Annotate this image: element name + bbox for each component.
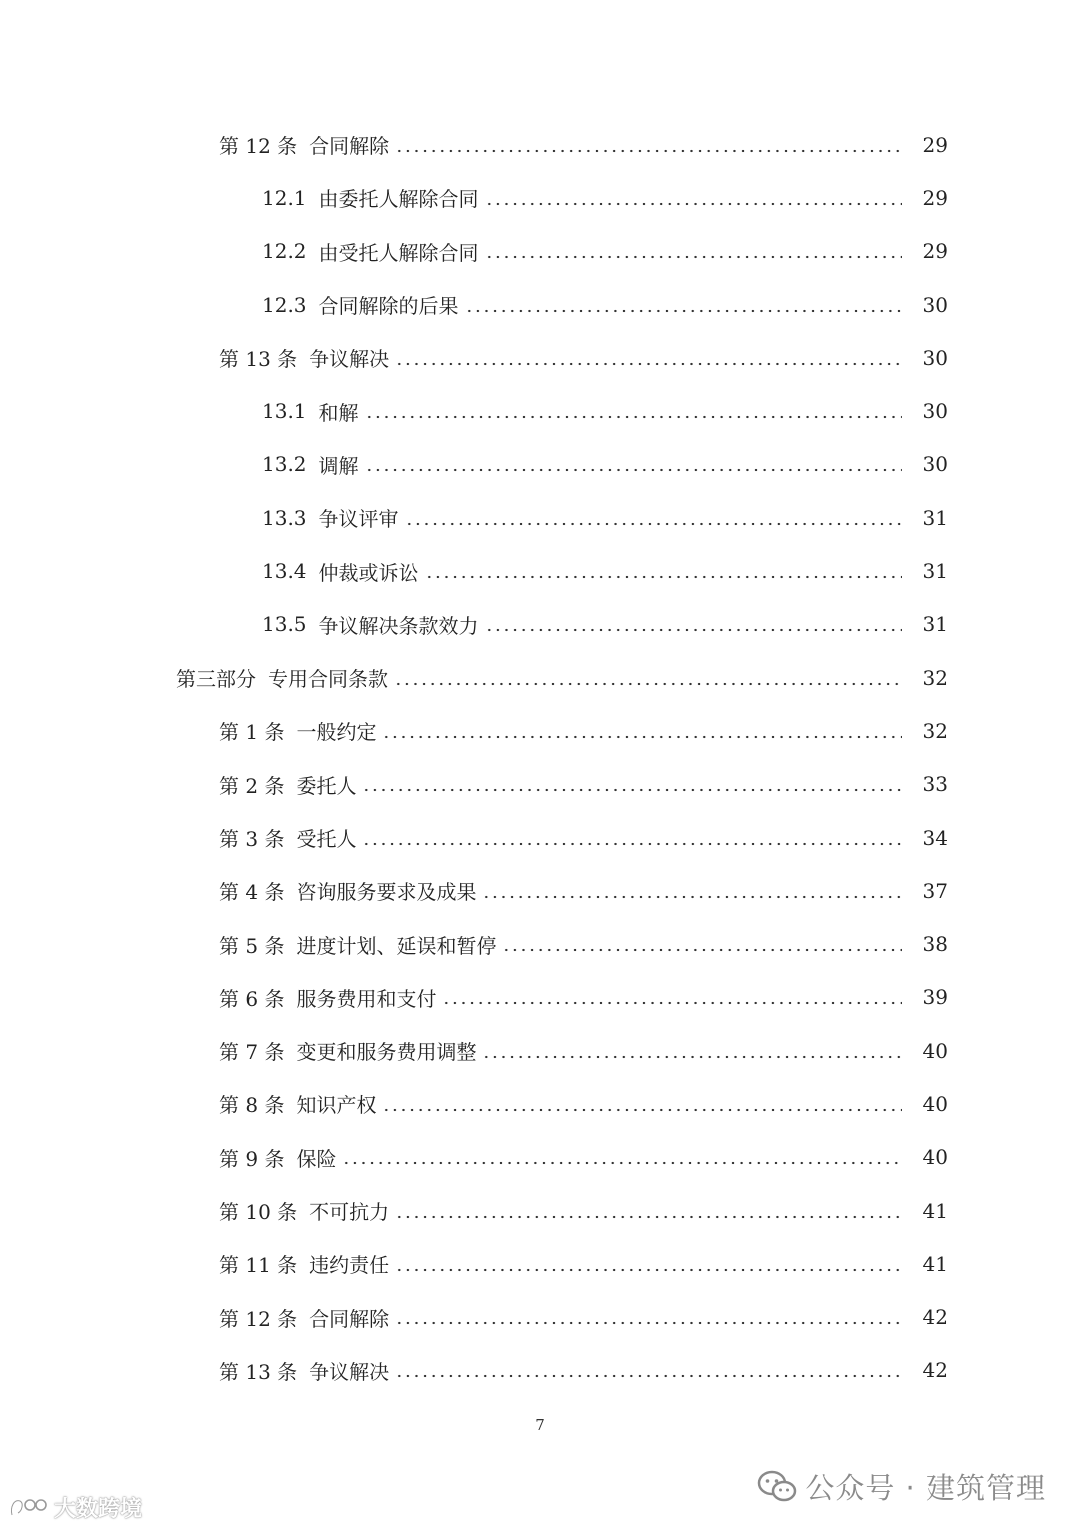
toc-entry-page: 29: [922, 132, 948, 157]
toc-entry: [0, 438, 1080, 491]
toc-entry: [0, 1237, 1080, 1290]
toc-entry: [0, 598, 1080, 651]
toc-entry-title: 服务费用和支付: [296, 986, 437, 1011]
toc-entry: [0, 704, 1080, 757]
toc-entry: [0, 491, 1080, 544]
toc-entry: [0, 225, 1080, 278]
toc-dot-leader: [394, 682, 902, 686]
watermark-brand: [8, 1492, 142, 1523]
toc-dot-leader: [362, 788, 902, 792]
toc-dot-leader: [482, 1055, 902, 1059]
toc-entry-title: 知识产权: [296, 1093, 377, 1118]
watermark-wechat: [757, 1466, 1046, 1507]
toc-entry-title: 进度计划、延误和暂停: [296, 933, 497, 958]
toc-dot-leader: [342, 1161, 902, 1165]
toc-entry-title: 咨询服务要求及成果: [296, 880, 477, 905]
toc-dot-leader: [395, 362, 902, 366]
toc-dot-leader: [382, 1108, 902, 1112]
toc-entry-title: 和解: [318, 400, 359, 425]
toc-entry-number: 第 4 条: [219, 880, 285, 905]
toc-entry-number: 12.3: [262, 292, 307, 317]
toc-entry: [0, 651, 1080, 704]
toc-entry-number: 第 12 条: [219, 134, 298, 159]
toc-entry-number: 第 1 条: [219, 720, 285, 745]
toc-dot-leader: [395, 149, 902, 153]
toc-dot-leader: [482, 895, 902, 899]
toc-entry: [0, 384, 1080, 437]
toc-dot-leader: [502, 948, 902, 952]
toc-entry-title: 调解: [318, 453, 359, 478]
toc-entry: [0, 1344, 1080, 1397]
toc-entry: [0, 917, 1080, 970]
toc-dot-leader: [442, 1001, 902, 1005]
toc-entry-title: 合同解除: [309, 134, 390, 159]
toc-entry-number: 第 12 条: [219, 1306, 298, 1331]
toc-entry-number: 第 11 条: [219, 1253, 298, 1278]
toc-entry-page: 30: [922, 292, 948, 317]
toc-entry-title: 争议评审: [318, 507, 399, 532]
toc-entry-page: 29: [922, 185, 948, 210]
toc-entry-number: 第 3 条: [219, 827, 285, 851]
toc-entry-page: 42: [922, 1358, 948, 1383]
toc-entry-page: 33: [922, 772, 948, 797]
toc-entry-page: 32: [922, 665, 948, 690]
toc-entry-number: 第 2 条: [219, 773, 285, 798]
page-number: 7: [535, 1416, 545, 1434]
toc-entry-page: 31: [922, 559, 948, 584]
toc-dot-leader: [395, 1321, 902, 1325]
toc-entry: [0, 1291, 1080, 1344]
toc-entry-page: 41: [922, 1251, 948, 1276]
toc-entry-title: 变更和服务费用调整: [296, 1040, 477, 1065]
toc-entry-number: 第 8 条: [219, 1093, 285, 1118]
toc-entry: [0, 118, 1080, 171]
toc-entry-number: 第 13 条: [219, 1359, 298, 1384]
toc-dot-leader: [365, 415, 902, 419]
toc-entry-page: 38: [922, 932, 948, 957]
toc-dot-leader: [395, 1268, 902, 1272]
toc-dot-leader: [485, 628, 902, 632]
toc-dot-leader: [485, 202, 902, 206]
toc-entry-title: 不可抗力: [309, 1200, 390, 1225]
toc-entry-number: 13.5: [262, 612, 307, 637]
toc-entry-page: 40: [922, 1091, 948, 1116]
toc-entry: [0, 544, 1080, 597]
toc-entry-page: 41: [922, 1198, 948, 1223]
toc-entry-page: 31: [922, 505, 948, 530]
toc-entry: [0, 811, 1080, 864]
toc-dot-leader: [365, 468, 902, 472]
toc-entry-page: 42: [922, 1305, 948, 1330]
toc-entry-page: 37: [922, 878, 948, 903]
toc-entry-title: 争议解决: [309, 347, 390, 372]
toc-entry-number: 13.3: [262, 505, 307, 530]
toc-dot-leader: [465, 309, 902, 313]
toc-entry: [0, 171, 1080, 224]
toc-dot-leader: [485, 255, 902, 259]
toc-entry-page: 30: [922, 452, 948, 477]
toc-entry-title: 争议解决条款效力: [318, 613, 479, 638]
toc-entry-number: 13.2: [262, 452, 307, 477]
toc-entry-title: 仲裁或诉讼: [318, 560, 419, 585]
toc-entry-page: 40: [922, 1038, 948, 1063]
toc-dot-leader: [395, 1215, 902, 1219]
toc-entry-page: 34: [922, 825, 948, 850]
toc-entry-title: 委托人: [296, 773, 357, 798]
toc-entry: [0, 1131, 1080, 1184]
toc-entry-page: 29: [922, 239, 948, 264]
toc-entry: [0, 1077, 1080, 1130]
toc-entry-number: 13.4: [262, 559, 307, 584]
toc-entry: [0, 864, 1080, 917]
toc-entry-title: 违约责任: [309, 1253, 390, 1278]
toc-entry-page: 40: [922, 1145, 948, 1170]
toc-entry-title: 合同解除的后果: [318, 294, 459, 319]
toc-entry-page: 32: [922, 718, 948, 743]
toc-entry-page: 30: [922, 345, 948, 370]
toc-entry-page: 30: [922, 399, 948, 424]
watermark-brand-text: 大数跨境: [54, 1497, 143, 1522]
wechat-icon: [757, 1470, 797, 1504]
brand-logo-icon: [8, 1495, 50, 1521]
toc-entry-number: 第 9 条: [219, 1146, 285, 1171]
toc-dot-leader: [382, 735, 902, 739]
toc-entry-title: 合同解除: [309, 1306, 390, 1331]
toc-entry-number: 第 10 条: [219, 1200, 298, 1225]
toc-entry: [0, 1184, 1080, 1237]
toc-entry: [0, 758, 1080, 811]
toc-entry: [0, 278, 1080, 331]
toc-entry-title: 一般约定: [296, 720, 377, 745]
toc-entry-title: 由委托人解除合同: [318, 187, 479, 212]
toc-entry-page: 39: [922, 985, 948, 1010]
toc-entry-number: 12.1: [262, 185, 307, 210]
toc-entry: [0, 971, 1080, 1024]
toc-dot-leader: [425, 575, 902, 579]
watermark-text: 公众号 · 建筑管理: [805, 1471, 1046, 1505]
toc-entry-title: 由受托人解除合同: [318, 240, 479, 265]
toc-entry-title: 争议解决: [309, 1359, 390, 1384]
table-of-contents: [0, 118, 1080, 1397]
toc-entry-number: 13.1: [262, 399, 307, 424]
toc-entry: [0, 331, 1080, 384]
toc-entry-number: 第 7 条: [219, 1040, 285, 1065]
toc-entry-number: 12.2: [262, 239, 307, 264]
toc-dot-leader: [405, 522, 902, 526]
toc-entry-title: 专用合同条款: [268, 667, 388, 692]
toc-entry-title: 保险: [296, 1146, 337, 1171]
toc-entry-number: 第 6 条: [219, 986, 285, 1011]
toc-entry-number: 第 13 条: [219, 347, 298, 372]
toc-dot-leader: [362, 842, 902, 846]
toc-entry-page: 31: [922, 612, 948, 637]
toc-entry-number: 第三部分: [176, 667, 256, 692]
toc-entry-number: 第 5 条: [219, 933, 285, 958]
toc-entry-title: 受托人: [296, 827, 357, 851]
toc-dot-leader: [395, 1374, 902, 1378]
toc-entry: [0, 1024, 1080, 1077]
